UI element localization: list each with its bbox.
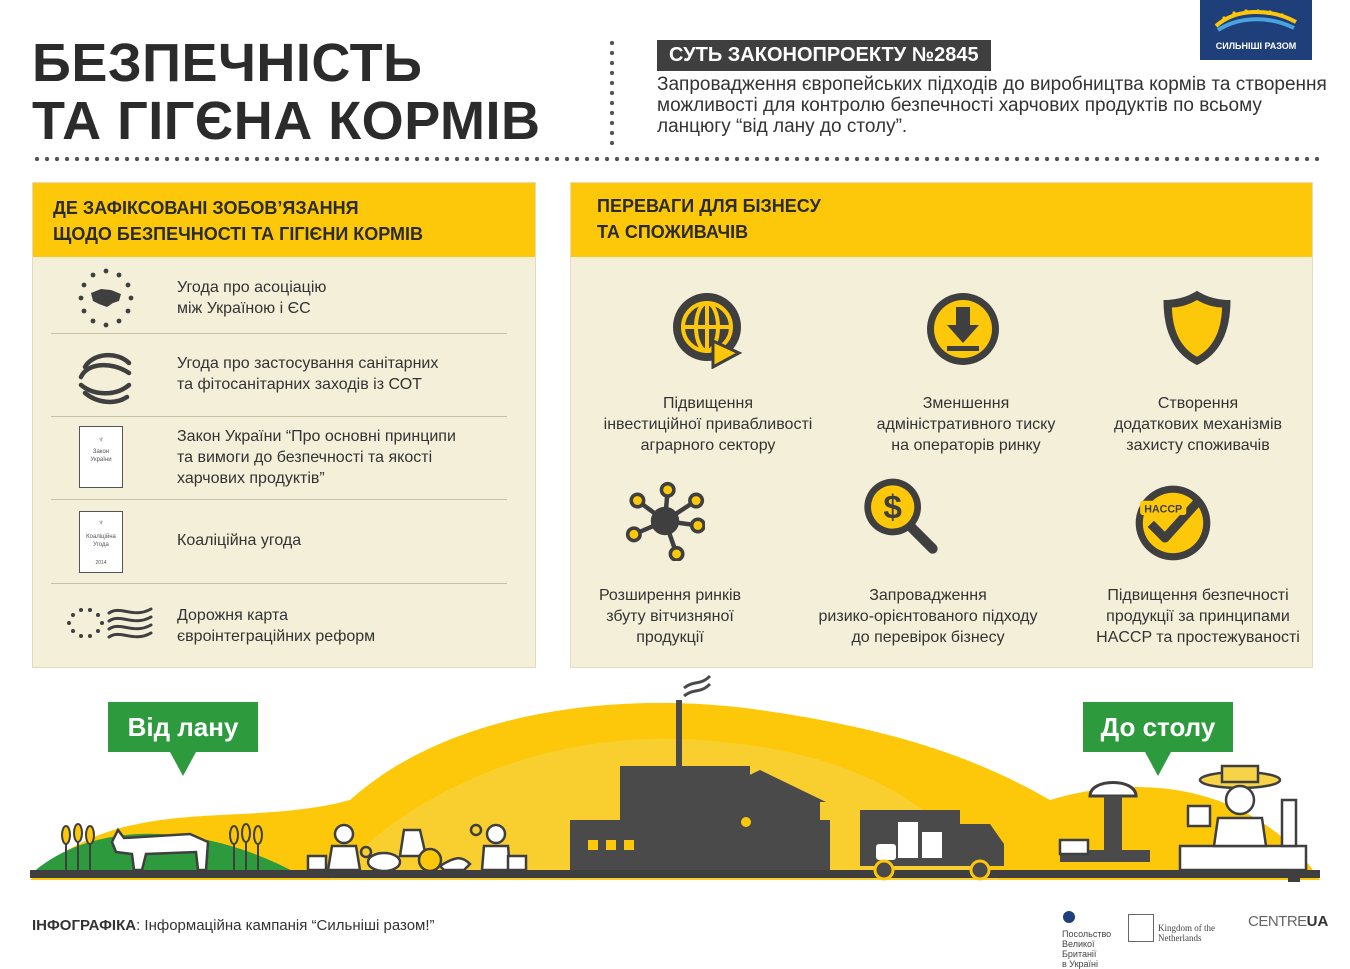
benefit-text-line: Підвищення [662, 395, 754, 412]
commitment-text-line: та вимоги до безпечності та якості [177, 449, 433, 466]
commitment-text-line: Закон України “Про основні принципи [177, 428, 456, 445]
footer-text: : Інформаційна кампанія “Сильніші разом!” [136, 917, 435, 934]
vertical-dotted-divider [609, 38, 615, 148]
download-arrow-icon [923, 289, 1003, 369]
commitment-item-coalition [33, 501, 507, 583]
uk-embassy-logo [1062, 910, 1122, 969]
commitments-panel-header [33, 183, 535, 257]
horizontal-dotted-divider [32, 156, 1320, 162]
title-line-2: ТА ГІГЄНА КОРМІВ [32, 91, 541, 151]
svg-text:$: $ [883, 489, 902, 527]
commitment-item-wto [33, 335, 507, 417]
benefit-text-line: аграрного сектору [640, 437, 776, 454]
coalition-agreement-icon: ♆ Коаліційна Угода 2014 [79, 511, 123, 573]
haccp-check-icon [1133, 483, 1213, 563]
benefit-risk-based [803, 585, 1053, 648]
doc-label: України [90, 457, 112, 463]
logo-stars-icon [1200, 0, 1312, 40]
benefit-text-line: Розширення ринків [598, 587, 742, 604]
commitment-text-line: Угода про асоціацію [177, 279, 327, 296]
benefit-text-line: додаткових механізмів [1113, 416, 1283, 433]
haccp-badge: HACCP [1144, 503, 1183, 516]
globe-arrow-icon [669, 289, 749, 369]
benefits-title-line-2: ТА СПОЖИВАЧІВ [597, 222, 749, 242]
commitments-panel [32, 182, 536, 668]
benefit-text-line: до перевірок бізнесу [851, 629, 1005, 646]
essence-label: СУТЬ ЗАКОНОПРОЕКТУ №2845 [657, 40, 991, 71]
logo-text: СИЛЬНІШІ РАЗОМ [1215, 41, 1297, 51]
benefits-title-line-1: ПЕРЕВАГИ ДЛЯ БІЗНЕСУ [597, 196, 821, 216]
to-table-label: До столу [1083, 702, 1233, 752]
centre-ua-logo [1248, 913, 1328, 931]
benefit-text-line: інвестиційної привабливості [603, 416, 813, 433]
benefit-consumer-protection [1073, 393, 1323, 456]
doc-label: Коаліційна [86, 534, 116, 540]
commitments-title-line-1: ДЕ ЗАФІКСОВАНІ ЗОБОВ’ЯЗАННЯ [53, 198, 359, 218]
row-separator [51, 333, 507, 334]
dollar-magnifier-icon [861, 477, 941, 557]
wheat-left-icon [62, 824, 94, 870]
network-hub-icon [625, 481, 705, 561]
commitment-text-line: Коаліційна угода [177, 532, 302, 549]
netherlands-logo [1128, 914, 1240, 942]
from-field-pointer [170, 752, 196, 776]
commitment-text-line: євроінтеграційних реформ [177, 628, 376, 645]
sponsor-text: Великої Британії [1062, 939, 1097, 959]
commitment-text-line: між Україною і ЄС [177, 300, 311, 317]
sponsor-text: Посольство [1062, 929, 1112, 939]
sponsor-text: в Україні [1062, 959, 1099, 969]
benefit-text-line: Зменшення [922, 395, 1010, 412]
commitment-item-law [33, 418, 507, 500]
doc-label: Угода [93, 542, 109, 548]
commitment-text-line: харчових продуктів” [177, 470, 325, 487]
ground-line [30, 870, 1320, 878]
benefit-investment [583, 393, 833, 456]
row-separator [51, 583, 507, 584]
commitment-text-line: та фітосанітарних заходів із СОТ [177, 376, 422, 393]
benefit-text-line: продукції [636, 629, 704, 646]
footer-credit [32, 917, 435, 934]
wto-logo-icon [71, 341, 141, 411]
to-table-pointer [1145, 752, 1171, 776]
eu-ukraine-map-icon [71, 263, 141, 333]
benefit-text-line: Підвищення безпечності [1107, 587, 1289, 604]
stronger-together-logo [1200, 0, 1312, 60]
doc-label: Закон [92, 449, 110, 455]
benefit-text-line: Створення [1157, 395, 1239, 412]
benefits-panel [570, 182, 1313, 668]
law-document-icon: ♆ Закон України [79, 426, 123, 488]
benefit-haccp [1073, 585, 1323, 648]
roadmap-flag-icon [59, 601, 159, 651]
row-separator [51, 416, 507, 417]
row-separator [51, 499, 507, 500]
benefit-text-line: HACCP та простежуваності [1096, 629, 1300, 646]
page-title [32, 34, 540, 150]
commitment-text-line: Угода про застосування санітарних [177, 355, 439, 372]
benefit-text-line: ризико-орієнтованого підходу [818, 608, 1038, 625]
sponsor-text: UA [1306, 913, 1329, 930]
sponsor-text: Kingdom of the Netherlands [1158, 923, 1215, 943]
from-field-label: Від лану [108, 702, 258, 752]
sponsor-text: CENTRE [1248, 913, 1307, 930]
doc-year: 2014 [95, 560, 107, 566]
benefits-panel-header [571, 183, 1312, 257]
benefit-text-line: адміністративного тиску [876, 416, 1056, 433]
benefit-text-line: на операторів ринку [891, 437, 1041, 454]
benefit-admin-pressure [841, 393, 1091, 456]
benefit-text-line: продукції за принципами [1106, 608, 1290, 625]
seller-icon [1180, 766, 1306, 882]
commitments-title-line-2: ЩОДО БЕЗПЕЧНОСТІ ТА ГІГІЄНИ КОРМІВ [53, 224, 424, 244]
crest-icon [1062, 910, 1076, 924]
essence-text: Запровадження європейських підходів до виробництва кормів та створення можливості для контролю безпечності харчових продуктів по всьому ланцюгу “від лану до столу”. [657, 74, 1327, 137]
benefit-text-line: збуту вітчизняної [606, 608, 734, 625]
wheat-right-icon [230, 824, 262, 870]
benefit-text-line: захисту споживачів [1126, 437, 1270, 454]
shield-icon [1157, 287, 1237, 367]
commitment-item-association [33, 257, 507, 339]
footer-bold: ІНФОГРАФІКА [32, 917, 137, 934]
benefit-text-line: Запровадження [869, 587, 987, 604]
commitment-item-roadmap [33, 585, 507, 667]
benefit-market-expansion [545, 585, 795, 648]
netherlands-crest-icon [1128, 914, 1154, 942]
title-line-1: БЕЗПЕЧНІСТЬ [32, 33, 423, 93]
commitment-text-line: Дорожня карта [177, 607, 289, 624]
